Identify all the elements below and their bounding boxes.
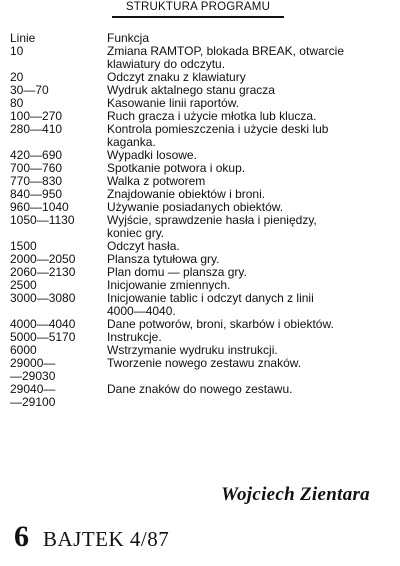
line-range: 700—760	[10, 161, 63, 175]
table-body	[10, 45, 394, 409]
line-range: 840—950	[10, 187, 63, 201]
line-range: 1500	[10, 239, 37, 253]
table-row	[10, 123, 394, 149]
line-range: 30—70	[10, 83, 49, 97]
description-line: Odczyt hasła.	[107, 239, 180, 253]
description-line: 4000—4040.	[107, 304, 176, 318]
description-line: Kasowanie linii raportów.	[107, 96, 240, 110]
line-range: 2060—2130	[10, 265, 76, 279]
description-line: Inicjowanie zmiennych.	[107, 278, 231, 292]
table-row	[10, 357, 394, 370]
function-description	[107, 383, 394, 396]
description-line: Dane znaków do nowego zestawu.	[107, 382, 293, 396]
description-line: Wydruk aktalnego stanu gracza	[107, 83, 275, 97]
column-header-lines: Linie	[10, 31, 36, 45]
description-line: Instrukcje.	[107, 330, 162, 344]
line-range: 2000—2050	[10, 252, 76, 266]
description-line: Plansza tytułowa gry.	[107, 252, 220, 266]
line-range: —29030	[10, 369, 56, 383]
line-range: 2500	[10, 278, 37, 292]
program-structure-table	[10, 32, 394, 409]
description-line: Plan domu — plansza gry.	[107, 265, 247, 279]
description-line: kaganka.	[107, 135, 156, 149]
page-title: STRUKTURA PROGRAMU	[125, 1, 271, 13]
function-description	[107, 45, 394, 71]
table-row	[10, 383, 394, 396]
author-signature: Wojciech Zientara	[221, 484, 370, 505]
line-range: 960—1040	[10, 200, 69, 214]
table-row	[10, 214, 394, 240]
description-line: Odczyt znaku z klawiatury	[107, 70, 246, 84]
description-line: Znajdowanie obiektów i broni.	[107, 187, 266, 201]
line-range: 20	[10, 70, 24, 84]
line-range: 5000—5170	[10, 330, 76, 344]
line-range: 29000—	[10, 356, 56, 370]
description-line: Wyjście, sprawdzenie hasła i pieniędzy,	[107, 213, 317, 227]
page-number: 6	[14, 520, 29, 553]
line-range: 80	[10, 96, 24, 110]
line-range: 29040—	[10, 382, 56, 396]
function-description	[107, 292, 394, 318]
description-line: klawiatury do odczytu.	[107, 57, 226, 71]
line-range: 1050—1130	[10, 213, 75, 227]
description-line: Wypadki losowe.	[107, 148, 197, 162]
line-range: 6000	[10, 343, 37, 357]
table-row	[10, 292, 394, 318]
table-row	[10, 396, 394, 409]
description-line: Dane potworów, broni, skarbów i obiektów.	[107, 317, 334, 331]
table-row	[10, 45, 394, 71]
line-range: 4000—4040	[10, 317, 76, 331]
description-line: Zmiana RAMTOP, blokada BREAK, otwarcie	[107, 44, 344, 58]
description-line: Tworzenie nowego zestawu znaków.	[107, 356, 302, 370]
page-footer	[14, 520, 169, 554]
magazine-issue: BAJTEK 4/87	[43, 527, 170, 551]
line-range: 100—270	[10, 109, 63, 123]
function-description	[107, 123, 394, 149]
section-header	[112, 0, 284, 18]
function-description	[107, 396, 394, 409]
line-range: 3000—3080	[10, 291, 76, 305]
description-line: Wstrzymanie wydruku instrukcji.	[107, 343, 278, 357]
description-line: Kontrola pomieszczenia i użycie deski lub	[107, 122, 329, 136]
description-line: Walka z potworem	[107, 174, 206, 188]
line-range: 280—410	[10, 122, 63, 136]
line-range: 420—690	[10, 148, 63, 162]
line-range: 770—830	[10, 174, 63, 188]
description-line: Używanie posiadanych obiektów.	[107, 200, 284, 214]
column-header-function: Funkcja	[107, 31, 150, 45]
line-range: —29100	[10, 395, 56, 409]
function-description	[107, 357, 394, 370]
description-line: Spotkanie potwora i okup.	[107, 161, 246, 175]
description-line: koniec gry.	[107, 226, 165, 240]
line-range: 10	[10, 44, 24, 58]
description-line: Ruch gracza i użycie młotka lub klucza.	[107, 109, 317, 123]
function-description	[107, 214, 394, 240]
description-line: Inicjowanie tablic i odczyt danych z linii	[107, 291, 314, 305]
